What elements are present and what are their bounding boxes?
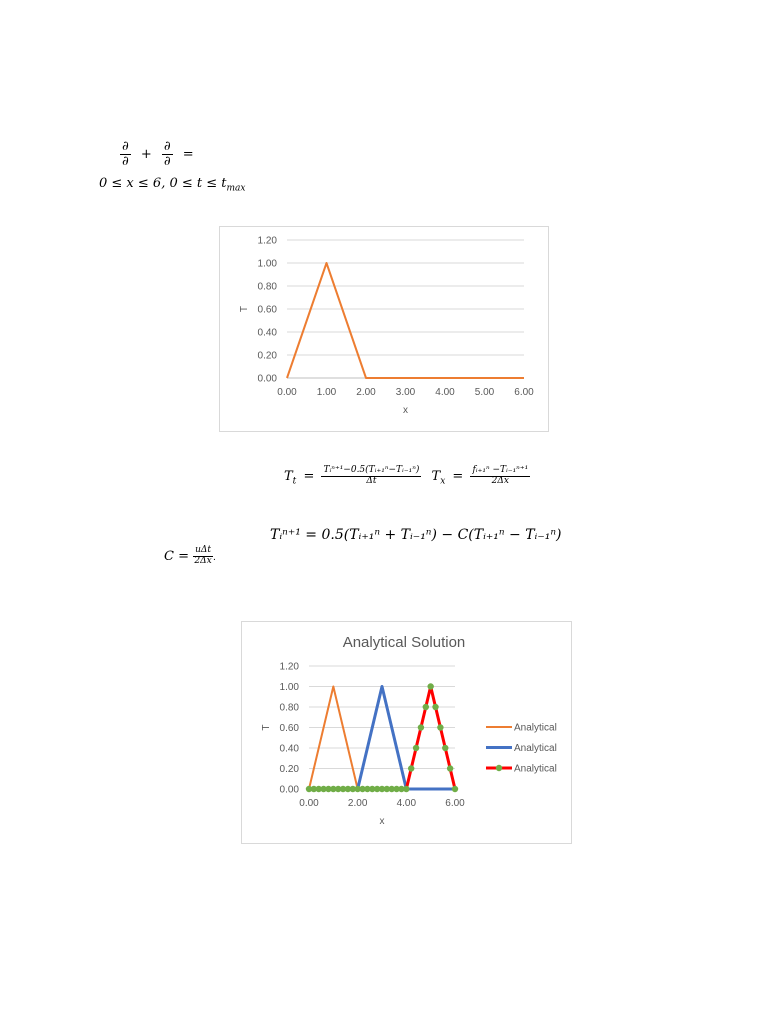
x-axis-label: x xyxy=(403,405,408,416)
y-tick-label: 0.00 xyxy=(257,373,277,385)
plus-sign: + xyxy=(140,147,152,163)
legend-marker xyxy=(496,765,502,771)
data-point xyxy=(423,704,429,710)
y-tick-label: 1.00 xyxy=(257,258,277,270)
data-point xyxy=(442,745,448,751)
tt-frac xyxy=(321,466,421,487)
initial-condition-chart-svg xyxy=(220,227,548,431)
data-point xyxy=(403,786,409,792)
tx-equals: = xyxy=(452,468,464,484)
y-axis-label: T xyxy=(261,724,272,731)
y-tick-label: 0.40 xyxy=(279,743,299,755)
tt-sub: t xyxy=(292,476,297,487)
data-point xyxy=(418,724,424,730)
y-tick-label: 1.20 xyxy=(279,661,299,673)
y-tick-label: 1.00 xyxy=(279,682,299,693)
courant-number xyxy=(164,546,216,567)
domain-statement xyxy=(99,176,245,194)
data-point xyxy=(452,786,458,792)
series-line xyxy=(287,263,524,378)
y-tick-label: 0.80 xyxy=(257,281,277,293)
equals-sign: = xyxy=(182,147,194,163)
pde-equation xyxy=(120,140,194,170)
tt-num: Tᵢⁿ⁺¹−0.5(Tᵢ₊₁ⁿ−Tᵢ₋₁ⁿ) xyxy=(323,465,420,475)
data-point xyxy=(413,745,419,751)
y-tick-label: 1.20 xyxy=(257,235,277,247)
x-tick-label: 5.00 xyxy=(474,387,495,398)
y-tick-label: 0.40 xyxy=(257,327,277,339)
tt-lhs: T xyxy=(284,468,293,484)
courant-num: uΔt xyxy=(195,545,212,555)
difference-equations xyxy=(284,466,530,487)
courant-tail: . xyxy=(213,552,216,563)
partial-den-1: ∂ xyxy=(122,154,129,170)
data-point xyxy=(432,704,438,710)
data-point xyxy=(408,765,414,771)
courant-frac xyxy=(193,546,213,567)
partial-num-1: ∂ xyxy=(122,139,129,154)
tx-lhs: T xyxy=(431,468,441,484)
x-tick-label: 4.00 xyxy=(396,798,417,809)
y-axis-label: T xyxy=(239,305,250,313)
partial-frac-2 xyxy=(162,140,173,170)
x-tick-label: 2.00 xyxy=(356,387,376,398)
analytical-solution-chart-svg xyxy=(242,622,571,843)
tx-num: fᵢ₊₁ⁿ −Tᵢ₋₁ⁿ⁺¹ xyxy=(472,465,529,475)
tx-den: 2Δx xyxy=(491,475,509,486)
x-axis-label: x xyxy=(379,816,385,827)
y-tick-label: 0.20 xyxy=(279,764,299,775)
legend-label: Analytical xyxy=(514,763,557,775)
legend-label: Analytical xyxy=(514,722,557,734)
x-tick-label: 6.00 xyxy=(514,387,534,398)
data-point xyxy=(427,683,433,689)
domain-sub: max xyxy=(226,183,246,194)
partial-den-2: ∂ xyxy=(163,154,171,170)
data-point xyxy=(437,724,443,730)
tt-den: Δt xyxy=(366,475,377,486)
tx-sub: x xyxy=(440,476,446,487)
chart-title: Analytical Solution xyxy=(342,634,466,651)
partial-frac-1 xyxy=(120,140,131,170)
partial-num-2: ∂ xyxy=(163,139,171,154)
initial-condition-chart xyxy=(219,226,549,432)
domain-text: 0 ≤ x ≤ 6, 0 ≤ t ≤ t xyxy=(99,176,227,191)
series-line xyxy=(309,687,358,790)
x-tick-label: 3.00 xyxy=(395,387,416,398)
legend-label: Analytical xyxy=(514,743,557,754)
data-point xyxy=(447,765,453,771)
lax-friedrichs-update: Tᵢⁿ⁺¹ = 0.5(Tᵢ₊₁ⁿ + Tᵢ₋₁ⁿ) − C(Tᵢ₊₁ⁿ − Tᵢ₋₁ⁿ) xyxy=(270,527,562,543)
x-tick-label: 6.00 xyxy=(445,798,465,809)
x-tick-label: 1.00 xyxy=(316,387,337,398)
tt-equals: = xyxy=(303,468,315,484)
y-tick-label: 0.00 xyxy=(279,784,299,796)
series-line xyxy=(309,687,455,790)
x-tick-label: 2.00 xyxy=(347,798,368,809)
y-tick-label: 0.80 xyxy=(279,702,299,714)
x-tick-label: 0.00 xyxy=(299,798,319,809)
tx-frac xyxy=(470,466,530,487)
x-tick-label: 4.00 xyxy=(435,387,455,398)
y-tick-label: 0.60 xyxy=(257,304,277,316)
courant-den: 2Δx xyxy=(194,555,212,566)
analytical-solution-chart xyxy=(241,621,572,844)
y-tick-label: 0.60 xyxy=(279,723,299,734)
y-tick-label: 0.20 xyxy=(257,350,277,362)
courant-lhs: C = xyxy=(164,548,189,564)
x-tick-label: 0.00 xyxy=(277,387,297,398)
